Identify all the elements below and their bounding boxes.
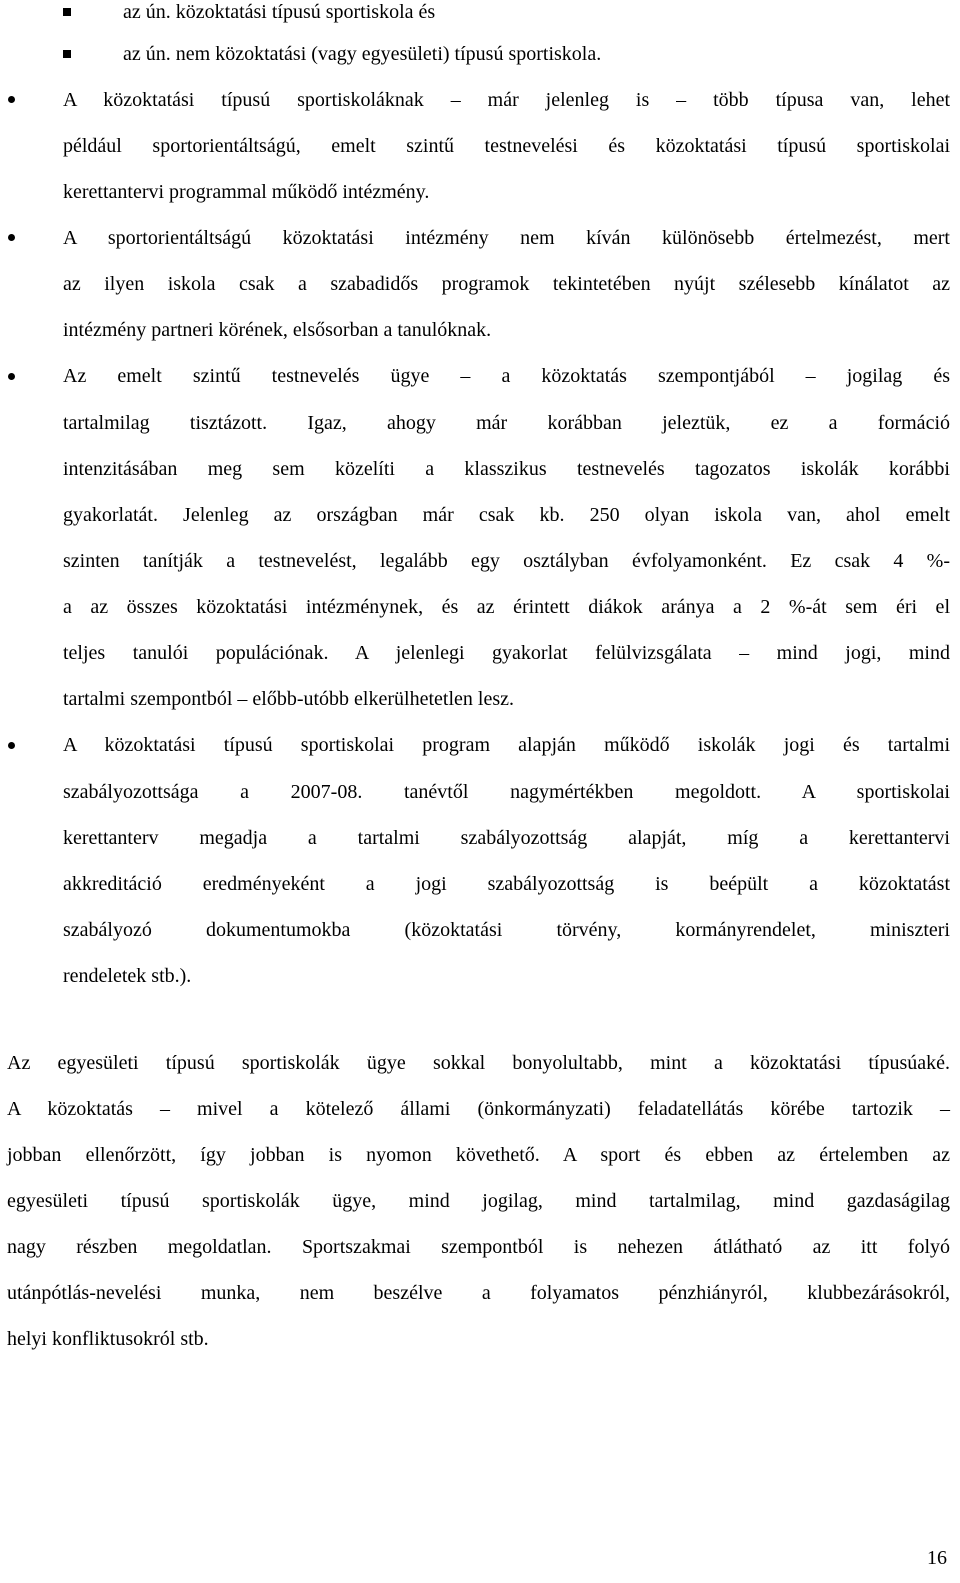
round-bullet-icon: [8, 96, 15, 103]
bullet-line: tartalmilag tisztázott. Igaz, ahogy már korábban jeleztük, ez a formáció: [63, 412, 950, 434]
bullet-line: tartalmi szempontból – előbb-utóbb elkerülhetetlen lesz.: [63, 688, 514, 710]
sub-bullet-text: az ún. közoktatási típusú sportiskola és: [123, 1, 436, 23]
square-bullet-icon: [63, 8, 71, 16]
bullet-line: szabályozottsága a 2007-08. tanévtől nagymértékben megoldott. A sportiskolai: [63, 781, 950, 803]
round-bullet-icon: [8, 742, 15, 749]
bullet-line: szinten tanítják a testnevelést, legalább egy osztályban évfolyamonként. Ez csak 4 %-: [63, 550, 950, 572]
bullet-line: szabályozó dokumentumokba (közoktatási törvény, kormányrendelet, miniszteri: [63, 919, 950, 941]
bullet-line: Az emelt szintű testnevelés ügye – a közoktatás szempontjából – jogilag és: [63, 365, 950, 387]
paragraph-line: utánpótlás-nevelési munka, nem beszélve a folyamatos pénzhiányról, klubbezárásokról,: [7, 1282, 950, 1304]
paragraph-line: nagy részben megoldatlan. Sportszakmai szempontból is nehezen átlátható az itt folyó: [7, 1236, 950, 1258]
sub-bullet-text: az ún. nem közoktatási (vagy egyesületi) típusú sportiskola.: [123, 43, 602, 65]
paragraph-line: jobban ellenőrzött, így jobban is nyomon követhető. A sport és ebben az értelemben az: [7, 1144, 950, 1166]
bullet-line: intézmény partneri körének, elsősorban a tanulóknak.: [63, 319, 492, 341]
bullet-line: kerettantervi programmal működő intézmény.: [63, 181, 430, 203]
paragraph-line: egyesületi típusú sportiskolák ügye, mind jogilag, mind tartalmilag, mind gazdaságilag: [7, 1190, 950, 1212]
bullet-line: A közoktatási típusú sportiskolai program alapján működő iskolák jogi és tartalmi: [63, 734, 950, 756]
bullet-line: kerettanterv megadja a tartalmi szabályozottság alapját, míg a kerettantervi: [63, 827, 950, 849]
bullet-line: az ilyen iskola csak a szabadidős programok tekintetében nyújt szélesebb kínálatot az: [63, 273, 950, 295]
bullet-line: A közoktatási típusú sportiskoláknak – már jelenleg is – több típusa van, lehet: [63, 89, 950, 111]
bullet-line: akkreditáció eredményeként a jogi szabályozottság is beépült a közoktatást: [63, 873, 950, 895]
paragraph-line: helyi konfliktusokról stb.: [7, 1328, 209, 1350]
bullet-line: a az összes közoktatási intézménynek, és az érintett diákok aránya a 2 %-át sem éri el: [63, 596, 950, 618]
paragraph-line: A közoktatás – mivel a kötelező állami (önkormányzati) feladatellátás körébe tartozik –: [7, 1098, 950, 1120]
bullet-line: rendeletek stb.).: [63, 965, 192, 987]
round-bullet-icon: [8, 234, 15, 241]
paragraph-line: Az egyesületi típusú sportiskolák ügye sokkal bonyolultabb, mint a közoktatási típusúaké.: [7, 1052, 950, 1074]
bullet-line: intenzitásában meg sem közelíti a klasszikus testnevelés tagozatos iskolák korábbi: [63, 458, 950, 480]
page-number: 16: [927, 1547, 947, 1569]
bullet-line: gyakorlatát. Jelenleg az országban már csak kb. 250 olyan iskola van, ahol emelt: [63, 504, 950, 526]
square-bullet-icon: [63, 50, 71, 58]
bullet-line: teljes tanulói populációnak. A jelenlegi gyakorlat felülvizsgálata – mind jogi, mind: [63, 642, 950, 664]
round-bullet-icon: [8, 373, 15, 380]
bullet-line: például sportorientáltságú, emelt szintű testnevelési és közoktatási típusú sportiskolai: [63, 135, 950, 157]
bullet-line: A sportorientáltságú közoktatási intézmény nem kíván különösebb értelmezést, mert: [63, 227, 950, 249]
